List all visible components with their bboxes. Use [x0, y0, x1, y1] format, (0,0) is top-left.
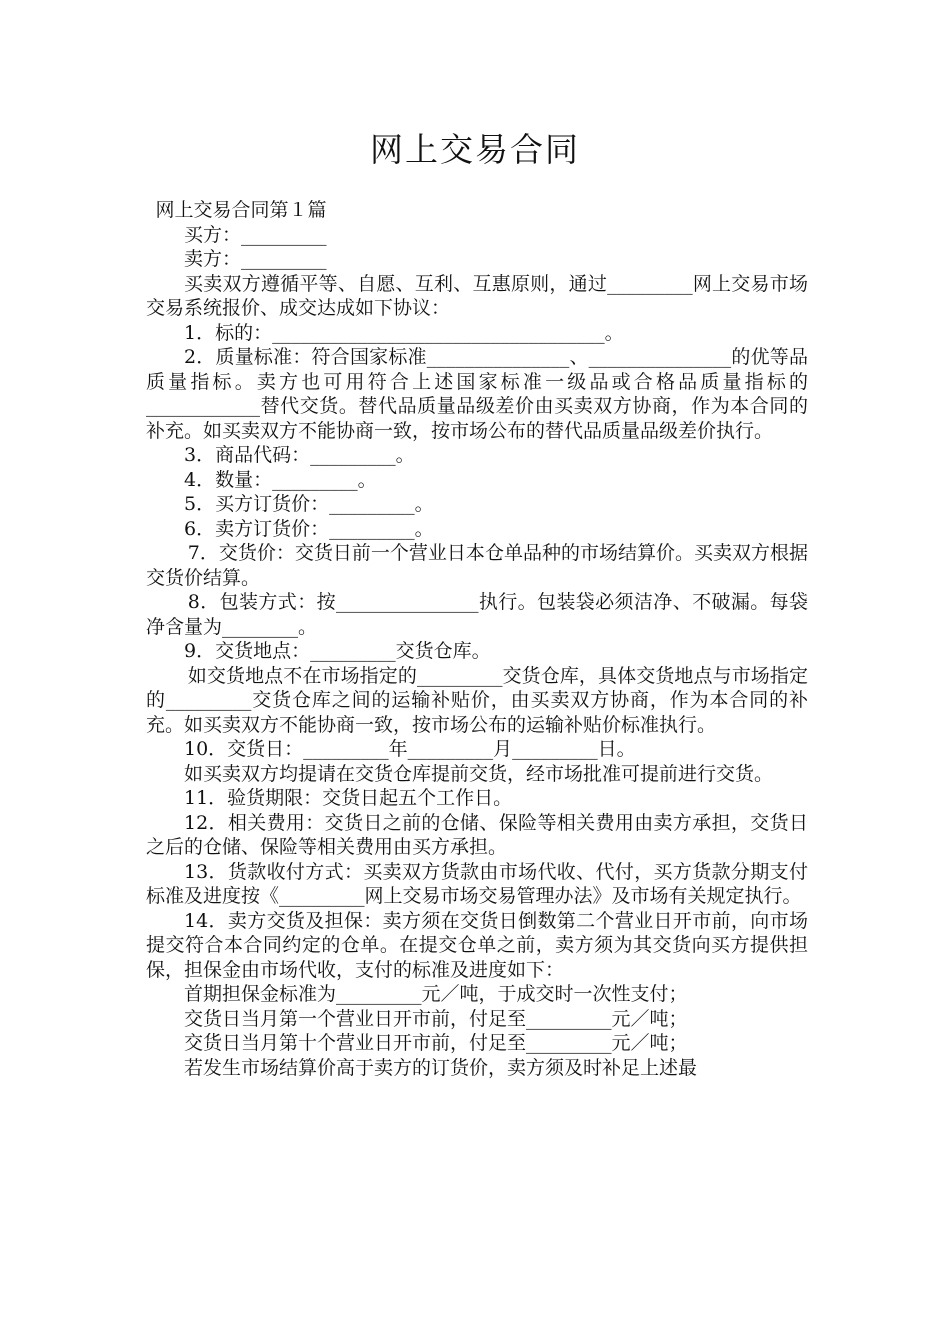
- clause-6: 6．卖方订货价：_________。: [184, 517, 434, 540]
- document-title: 网上交易合同: [370, 130, 580, 169]
- clause-9: 9．交货地点：_________交货仓库。: [184, 640, 491, 662]
- clause-13: 13．货款收付方式：买卖双方货款由市场代收、代付，买方货款分期支付标准及进度按《_________网上交易市场交易管理办法》及市场有关规定执行。: [146, 860, 808, 907]
- clause-8: 8．包装方式：按_______________执行。包装袋必须洁净、不破漏。每袋净含量为________。: [146, 591, 808, 638]
- clause-14-item-2: 交货日当月第一个营业日开市前，付足至_________元／吨；: [184, 1007, 688, 1030]
- clause-10-note: 如买卖双方均提请在交货仓库提前交货，经市场批准可提前进行交货。: [184, 762, 774, 785]
- section-heading: 网上交易合同第１篇: [155, 199, 327, 221]
- clause-3: 3．商品代码：_________。: [184, 444, 415, 466]
- clause-14-item-3: 交货日当月第十个营业日开市前，付足至_________元／吨；: [184, 1032, 688, 1054]
- clause-1: 1．标的：___________________________________。: [184, 321, 624, 344]
- clause-10: 10．交货日：_________年_________月_________日。: [184, 738, 636, 760]
- paragraph-intro: 买卖双方遵循平等、自愿、互利、互惠原则，通过_________网上交易市场交易系统报价、成交达成如下协议：: [146, 272, 808, 319]
- clause-14-item-4: 若发生市场结算价高于卖方的订货价，卖方须及时补足上述最: [184, 1056, 698, 1079]
- clause-9-note: 如交货地点不在市场指定的_________交货仓库，具体交货地点与市场指定的_________交货仓库之间的运输补贴价，由买卖双方协商，作为本合同的补充。如买卖双方不能协商一致，按市场公布的运输补贴价标准执行。: [146, 664, 808, 736]
- clause-12: 12．相关费用：交货日之前的仓储、保险等相关费用由卖方承担，交货日之后的仓储、保险等相关费用由买方承担。: [146, 811, 808, 858]
- clause-14-item-1: 首期担保金标准为_________元／吨，于成交时一次性支付；: [184, 983, 688, 1005]
- document-body: [146, 198, 808, 1080]
- paragraph-buyer: 买方：_________: [184, 223, 327, 246]
- clause-14: 14．卖方交货及担保：卖方须在交货日倒数第二个营业日开市前，向市场提交符合本合同约定的仓单。在提交仓单之前，卖方须为其交货向买方提供担保，担保金由市场代收，支付的标准及进度如下：: [146, 909, 808, 981]
- clause-4: 4．数量：_________。: [184, 468, 377, 491]
- clause-7: 7．交货价：交货日前一个营业日本仓单品种的市场结算价。买卖双方根据交货价结算。: [146, 542, 808, 589]
- clause-11: 11．验货期限：交货日起五个工作日。: [184, 787, 513, 809]
- clause-2: 2．质量标准：符合国家标准_______________、_______________的优等品质量指标。卖方也可用符合上述国家标准一级品或合格品质量指标的____________替代交货。替代品质量品级差价由买卖双方协商，作为本合同的补充。如买卖双方不能协商一致，按市场公布的替代品质量品级差价执行。: [146, 346, 808, 442]
- clause-5: 5．买方订货价：_________。: [184, 493, 434, 515]
- paragraph-seller: 卖方：_________: [184, 248, 327, 270]
